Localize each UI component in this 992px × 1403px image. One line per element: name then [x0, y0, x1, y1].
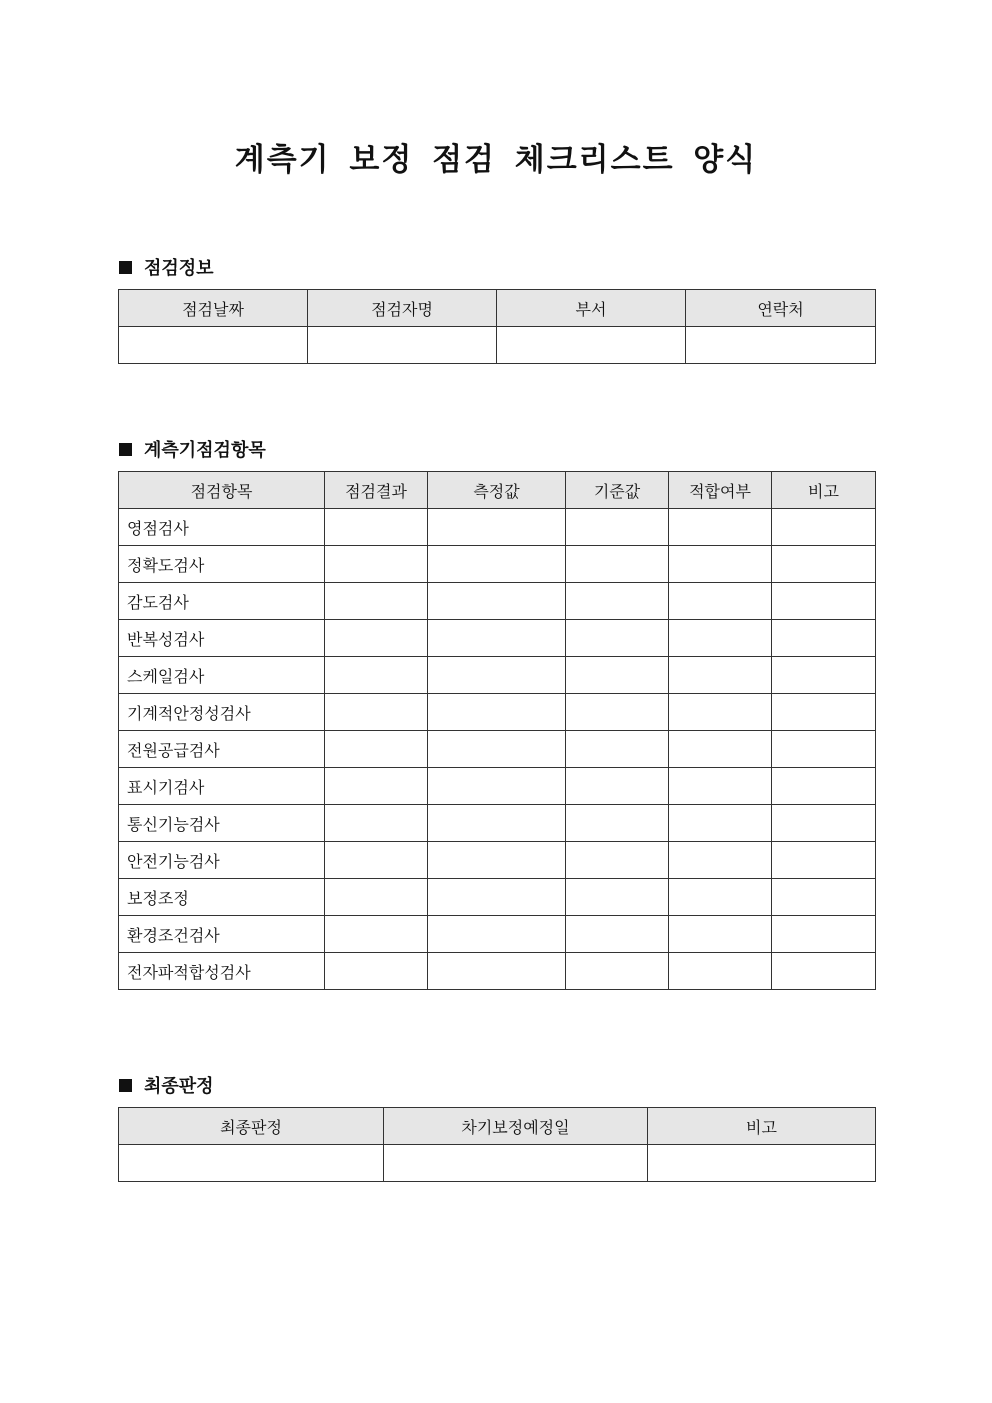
measured-value-field[interactable] — [428, 879, 566, 916]
section-heading-info-label: 점검정보 — [144, 258, 214, 279]
result-field[interactable] — [325, 509, 428, 546]
inspection-item-row — [119, 731, 876, 768]
contact-field[interactable] — [686, 327, 876, 364]
inspection-item-label: 정확도검사 — [119, 546, 325, 583]
measured-value-field[interactable] — [428, 953, 566, 990]
conformity-field[interactable] — [669, 768, 772, 805]
section-heading-final-label: 최종판정 — [144, 1076, 214, 1097]
section-heading-info — [119, 254, 214, 280]
header-result: 점검결과 — [325, 472, 428, 509]
inspection-item-label: 전자파적합성검사 — [119, 953, 325, 990]
inspection-item-label: 영점검사 — [119, 509, 325, 546]
result-field[interactable] — [325, 694, 428, 731]
conformity-field[interactable] — [669, 879, 772, 916]
remarks-field[interactable] — [772, 657, 876, 694]
section-heading-final — [119, 1072, 214, 1098]
remarks-field[interactable] — [772, 731, 876, 768]
header-inspector-name: 점검자명 — [308, 290, 497, 327]
section-heading-inspection — [119, 436, 266, 462]
inspection-item-row — [119, 583, 876, 620]
reference-value-field[interactable] — [566, 694, 669, 731]
result-field[interactable] — [325, 731, 428, 768]
header-inspection-item: 점검항목 — [119, 472, 325, 509]
conformity-field[interactable] — [669, 694, 772, 731]
inspection-item-row — [119, 916, 876, 953]
square-bullet-icon — [119, 261, 132, 274]
inspection-item-row — [119, 842, 876, 879]
header-reference-value: 기준값 — [566, 472, 669, 509]
measured-value-field[interactable] — [428, 768, 566, 805]
inspection-item-label: 전원공급검사 — [119, 731, 325, 768]
header-final-judgment: 최종판정 — [119, 1108, 384, 1145]
inspection-item-label: 통신기능검사 — [119, 805, 325, 842]
conformity-field[interactable] — [669, 842, 772, 879]
result-field[interactable] — [325, 583, 428, 620]
remarks-field[interactable] — [772, 953, 876, 990]
header-department: 부서 — [497, 290, 686, 327]
department-field[interactable] — [497, 327, 686, 364]
reference-value-field[interactable] — [566, 620, 669, 657]
conformity-field[interactable] — [669, 509, 772, 546]
reference-value-field[interactable] — [566, 805, 669, 842]
remarks-field[interactable] — [772, 805, 876, 842]
header-final-remarks: 비고 — [648, 1108, 876, 1145]
remarks-field[interactable] — [772, 768, 876, 805]
result-field[interactable] — [325, 620, 428, 657]
conformity-field[interactable] — [669, 583, 772, 620]
result-field[interactable] — [325, 546, 428, 583]
reference-value-field[interactable] — [566, 583, 669, 620]
reference-value-field[interactable] — [566, 509, 669, 546]
conformity-field[interactable] — [669, 805, 772, 842]
inspection-item-label: 보정조정 — [119, 879, 325, 916]
final-judgment-field[interactable] — [119, 1145, 384, 1182]
inspection-date-field[interactable] — [119, 327, 308, 364]
result-field[interactable] — [325, 916, 428, 953]
inspection-item-label: 반복성검사 — [119, 620, 325, 657]
square-bullet-icon — [119, 443, 132, 456]
reference-value-field[interactable] — [566, 916, 669, 953]
measured-value-field[interactable] — [428, 583, 566, 620]
document-title: 계측기 보정 점검 체크리스트 양식 — [234, 142, 758, 178]
header-contact: 연락처 — [686, 290, 876, 327]
result-field[interactable] — [325, 805, 428, 842]
inspector-name-field[interactable] — [308, 327, 497, 364]
header-measured-value: 측정값 — [428, 472, 566, 509]
inspection-item-label: 표시기검사 — [119, 768, 325, 805]
inspection-item-row — [119, 879, 876, 916]
measured-value-field[interactable] — [428, 657, 566, 694]
final-remarks-field[interactable] — [648, 1145, 876, 1182]
section-heading-inspection-label: 계측기점검항목 — [144, 440, 266, 461]
info-header-row — [119, 290, 876, 327]
remarks-field[interactable] — [772, 842, 876, 879]
inspection-item-row — [119, 805, 876, 842]
measured-value-field[interactable] — [428, 805, 566, 842]
reference-value-field[interactable] — [566, 879, 669, 916]
remarks-field[interactable] — [772, 879, 876, 916]
inspection-item-row — [119, 768, 876, 805]
remarks-field[interactable] — [772, 916, 876, 953]
reference-value-field[interactable] — [566, 546, 669, 583]
result-field[interactable] — [325, 953, 428, 990]
remarks-field[interactable] — [772, 620, 876, 657]
result-field[interactable] — [325, 768, 428, 805]
measured-value-field[interactable] — [428, 916, 566, 953]
header-remarks: 비고 — [772, 472, 876, 509]
conformity-field[interactable] — [669, 546, 772, 583]
inspection-table — [118, 471, 876, 990]
inspection-item-row — [119, 546, 876, 583]
inspection-item-label: 환경조건검사 — [119, 916, 325, 953]
remarks-field[interactable] — [772, 694, 876, 731]
result-field[interactable] — [325, 879, 428, 916]
inspection-item-label: 스케일검사 — [119, 657, 325, 694]
header-inspection-date: 점검날짜 — [119, 290, 308, 327]
result-field[interactable] — [325, 657, 428, 694]
measured-value-field[interactable] — [428, 694, 566, 731]
conformity-field[interactable] — [669, 657, 772, 694]
final-input-row — [119, 1145, 876, 1182]
conformity-field[interactable] — [669, 916, 772, 953]
remarks-field[interactable] — [772, 583, 876, 620]
inspection-item-row — [119, 657, 876, 694]
reference-value-field[interactable] — [566, 842, 669, 879]
inspection-header-row — [119, 472, 876, 509]
inspection-item-label: 안전기능검사 — [119, 842, 325, 879]
remarks-field[interactable] — [772, 546, 876, 583]
inspection-item-row — [119, 509, 876, 546]
header-conformity: 적합여부 — [669, 472, 772, 509]
final-table — [118, 1107, 876, 1182]
inspection-item-label: 감도검사 — [119, 583, 325, 620]
square-bullet-icon — [119, 1079, 132, 1092]
conformity-field[interactable] — [669, 953, 772, 990]
final-header-row — [119, 1108, 876, 1145]
inspection-item-row — [119, 694, 876, 731]
inspection-item-row — [119, 620, 876, 657]
reference-value-field[interactable] — [566, 768, 669, 805]
reference-value-field[interactable] — [566, 953, 669, 990]
info-input-row — [119, 327, 876, 364]
conformity-field[interactable] — [669, 731, 772, 768]
reference-value-field[interactable] — [566, 731, 669, 768]
measured-value-field[interactable] — [428, 842, 566, 879]
inspection-item-row — [119, 953, 876, 990]
measured-value-field[interactable] — [428, 731, 566, 768]
measured-value-field[interactable] — [428, 509, 566, 546]
inspection-item-label: 기계적안정성검사 — [119, 694, 325, 731]
result-field[interactable] — [325, 842, 428, 879]
next-calibration-date-field[interactable] — [384, 1145, 648, 1182]
header-next-calibration-date: 차기보정예정일 — [384, 1108, 648, 1145]
reference-value-field[interactable] — [566, 657, 669, 694]
remarks-field[interactable] — [772, 509, 876, 546]
measured-value-field[interactable] — [428, 546, 566, 583]
info-table — [118, 289, 876, 364]
conformity-field[interactable] — [669, 620, 772, 657]
measured-value-field[interactable] — [428, 620, 566, 657]
